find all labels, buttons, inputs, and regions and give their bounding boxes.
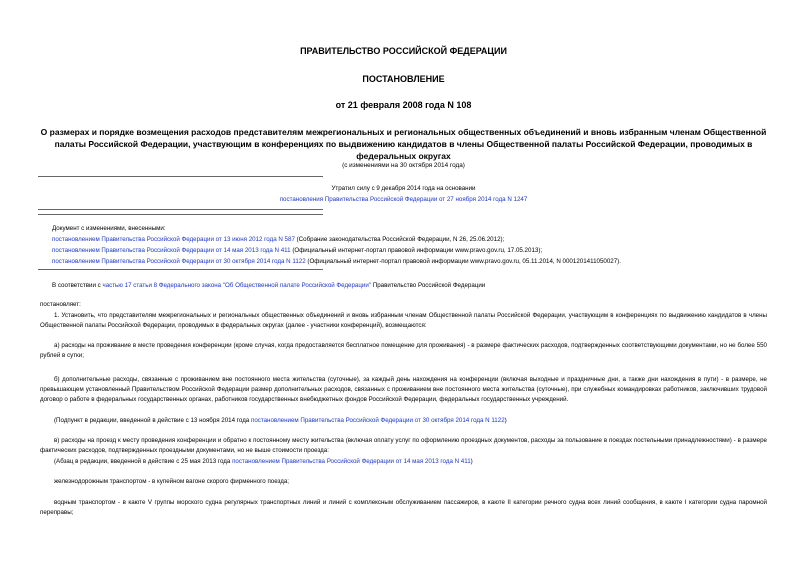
amended-note: (с изменениями на 30 октября 2014 года) (342, 162, 465, 169)
amendment-link[interactable]: постановлением Правительства Российской Федерации от 30 октября 2014 года N 1122 (250, 417, 505, 424)
document-title: О размерах и порядке возмещения расходов представителям межрегиональных и региональных общественных объединений и вновь избранным членам Общественной палаты Российской Федерации, участвующим в конференциях по выдвижению кандидатов в члены Общественной палаты Российской Федерации, проводимых в федеральных округах (40, 127, 767, 161)
law-link[interactable]: частью 17 статьи 8 Федерального закона "Об Общественной палате Российской Федерации" (102, 282, 372, 289)
repeal-status: Утратил силу с 9 декабря 2014 года на основании (331, 185, 476, 192)
amendment-link[interactable]: постановлением Правительства Российской Федерации от 14 мая 2013 года N 411 (232, 458, 471, 465)
basis-paragraph: В соответствии с частью 17 статьи 8 Федерального закона "Об Общественной палате Российской Федерации" Правительство Российской Федерации (52, 282, 486, 289)
decree-word: постановляет: (40, 301, 81, 308)
paragraph-v-note: (Абзац в редакции, введенной в действие с 25 мая 2013 года постановлением Правительства Российской Федерации от 14 мая 2013 года N 411) (54, 458, 473, 465)
amendment-item: постановлением Правительства Российской Федерации от 30 октября 2014 года N 1122 (Официальный интернет-портал правовой информации www.pravo.gov.ru, 05.11.2014, N 0001201411050027). (52, 258, 621, 265)
government-heading: ПРАВИТЕЛЬСТВО РОССИЙСКОЙ ФЕДЕРАЦИИ (300, 46, 507, 56)
water-transport: водным транспортом - в каюте V группы морского судна регулярных транспортных линий и линий с комплексным обслуживанием пассажиров, в каюте II категории речного судна всех линий сообщения, в каюте I категории судна паромной переправы; (40, 499, 767, 517)
amendments-intro: Документ с изменениями, внесенными: (52, 225, 166, 232)
document-type: ПОСТАНОВЛЕНИЕ (362, 74, 445, 84)
repeal-link[interactable]: постановления Правительства Российской Федерации от 27 ноября 2014 года N 1247 (279, 196, 528, 203)
paragraph-b-note: (Подпункт в редакции, введенной в действие с 13 ноября 2014 года постановлением Правительства Российской Федерации от 30 октября 2014 года N 1122) (54, 417, 507, 424)
amendment-link[interactable]: постановлением Правительства Российской Федерации от 14 мая 2013 года N 411 (52, 247, 291, 254)
divider (38, 269, 323, 270)
amendment-link[interactable]: постановлением Правительства Российской Федерации от 30 октября 2014 года N 1122 (52, 258, 306, 265)
amendment-item: постановлением Правительства Российской Федерации от 13 июня 2012 года N 587 (Собрание законодательства Российской Федерации, N 26, 25.06.2012); (52, 236, 505, 243)
document-date-number: от 21 февраля 2008 года N 108 (335, 100, 472, 110)
amendment-link[interactable]: постановлением Правительства Российской Федерации от 13 июня 2012 года N 587 (52, 236, 295, 243)
paragraph-b: б) дополнительные расходы, связанные с проживанием вне постоянного места жительства (суточные), за каждый день нахождения на конференции (включая выходные и праздничные дни, а также дни нахождения в пути) - в размере, не превышающем установленный Правительством Российской Федерации размер дополнительных расходов, связанных с проживанием вне постоянного места жительства (суточные), при служебных командировках работников, заключивших трудовой договор о работе в федеральных государственных органах, работников государственных внебюджетных фондов Российской Федерации, федеральных государственных учреждений. (40, 376, 767, 404)
divider (38, 214, 323, 215)
divider (38, 209, 323, 210)
amendment-item: постановлением Правительства Российской Федерации от 14 мая 2013 года N 411 (Официальный интернет-портал правовой информации www.pravo.gov.ru, 17.05.2013); (52, 247, 543, 254)
rail-transport: железнодорожным транспортом - в купейном вагоне скорого фирменного поезда; (54, 478, 290, 485)
paragraph-a: а) расходы на проживание в месте проведения конференции (кроме случая, когда предоставляется бесплатное помещение для проживания) - в размере фактических расходов, подтвержденных соответствующими документами, но не более 550 рублей в сутки; (40, 342, 767, 360)
paragraph-1: 1. Установить, что представителям межрегиональных и региональных общественных объединений и вновь избранным членам Общественной палаты Российской Федерации, участвующим в конференциях по выдвижению кандидатов в члены Общественной палаты Российской Федерации, проводимых в федеральных округах (далее - участники конференций), возмещаются: (40, 312, 767, 330)
divider (38, 176, 323, 177)
paragraph-v: в) расходы на проезд к месту проведения конференции и обратно к постоянному месту жительства (включая оплату услуг по оформлению проездных документов, расходы за пользование в поездах постельными принадлежностями) - в размере фактических расходов, подтвержденных проездными документами, но не выше стоимости проезда: (40, 437, 767, 455)
